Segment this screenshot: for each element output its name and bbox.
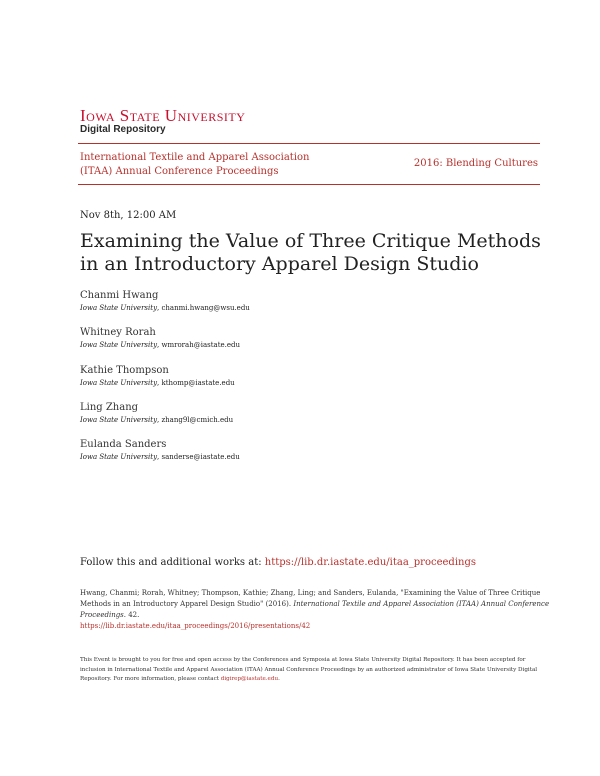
author-name: Eulanda Sanders: [80, 439, 167, 450]
author-name: Ling Zhang: [80, 402, 139, 413]
citation-text: Hwang, Chanmi; Rorah, Whitney; Thompson, Kathie; Zhang, Ling; and Sanders, Eulanda, "Examining the Value of Three Critique Methods in an Introductory Apparel Design Studio" (2016).: [80, 589, 541, 608]
author-university: Iowa State University: [80, 453, 158, 461]
recommended-citation: [80, 588, 550, 632]
paper-title: Examining the Value of Three Critique Methods in an Introductory Apparel Design Studio: [80, 230, 541, 275]
contact-email-link[interactable]: digirep@iastate.edu: [220, 676, 279, 682]
author-block: [80, 290, 380, 312]
follow-text: Follow this and additional works at:: [80, 557, 262, 568]
author-university: Iowa State University: [80, 379, 158, 387]
author-university: Iowa State University: [80, 304, 158, 312]
citation-journal: International Textile and Apparel Association (ITAA) Annual Conference Proceedings: [80, 600, 550, 619]
author-affiliation: Iowa State University, sanderse@iastate.edu: [80, 453, 240, 461]
author-university: Iowa State University: [80, 416, 158, 424]
event-date: Nov 8th, 12:00 AM: [80, 210, 177, 221]
series-line-2[interactable]: (ITAA) Annual Conference Proceedings: [80, 166, 279, 177]
author-email: sanderse@iastate.edu: [161, 453, 240, 461]
note-end: .: [278, 676, 280, 682]
author-affiliation: Iowa State University, zhang9l@cmich.edu: [80, 416, 234, 424]
divider-bottom: [78, 184, 540, 185]
author-email: zhang9l@cmich.edu: [161, 416, 234, 424]
edition-link[interactable]: 2016: Blending Cultures: [413, 158, 538, 169]
author-name: Chanmi Hwang: [80, 290, 159, 301]
author-email: kthomp@iastate.edu: [161, 379, 235, 387]
author-affiliation: Iowa State University, chanmi.hwang@wsu.edu: [80, 304, 250, 312]
author-university: Iowa State University: [80, 341, 158, 349]
author-affiliation: Iowa State University, wmrorah@iastate.edu: [80, 341, 241, 349]
author-block: [80, 402, 380, 424]
author-block: [80, 365, 380, 387]
proceedings-link[interactable]: https://lib.dr.iastate.edu/itaa_proceedings: [264, 557, 476, 568]
author-email: chanmi.hwang@wsu.edu: [161, 304, 250, 312]
series-line-1[interactable]: International Textile and Apparel Association: [80, 152, 310, 163]
author-affiliation: Iowa State University, kthomp@iastate.edu: [80, 379, 235, 387]
author-email: wmrorah@iastate.edu: [161, 341, 241, 349]
university-logo: Iowa State University: [80, 106, 246, 125]
repository-label: Digital Repository: [80, 124, 166, 135]
follow-line: [80, 557, 476, 568]
repository-note: [80, 656, 550, 685]
divider-top: [78, 143, 540, 144]
citation-number: . 42.: [123, 611, 140, 619]
author-block: [80, 439, 380, 461]
note-text: This Event is brought to you for free and open access by the Conferences and Symposia at Iowa State University Digital Repository. It has been accepted for inclusion in International Textile and Apparel Association (ITAA) Annual Conference Proceedings by an authorized administrator of Iowa State University Digital Repository. For more information, please contact: [80, 657, 538, 682]
series-title[interactable]: [80, 151, 360, 179]
author-name: Kathie Thompson: [80, 365, 169, 376]
author-name: Whitney Rorah: [80, 327, 156, 338]
author-block: [80, 327, 380, 349]
citation-link[interactable]: https://lib.dr.iastate.edu/itaa_proceedings/2016/presentations/42: [80, 622, 311, 630]
